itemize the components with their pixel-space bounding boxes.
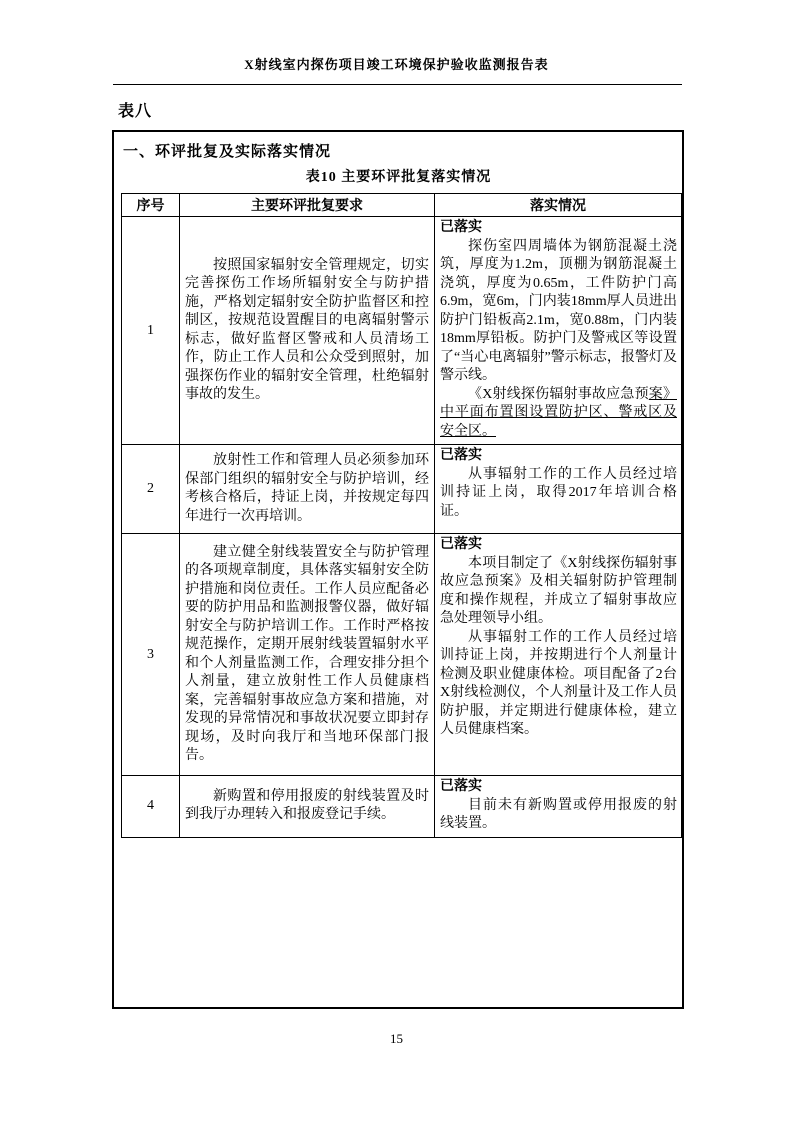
row-status (435, 445, 682, 534)
status-label: 已落实 (440, 220, 482, 235)
status-paragraph: 探伤室四周墙体为钢筋混凝土浇筑，厚度为1.2m，顶棚为钢筋混凝土浇筑，厚度为0.65m，工件防护门高6.9m，宽6m，门内装18mm厚人员进出防护门铅板高2.1m，宽0.88m，门内装18mm厚铅板。防护门及警戒区等设置了“当心电离辐射”警示标志，报警灯及警示线。 (440, 238, 677, 383)
status-paragraph (440, 386, 677, 442)
status-text-underlined: 案》中平面布置图设置防护区、警戒区及安全区。 (440, 386, 677, 439)
row-requirement (180, 534, 435, 776)
table-header-row (122, 194, 682, 217)
row-seq: 4 (122, 776, 180, 838)
table-row (122, 534, 682, 776)
status-paragraph: 从事辐射工作的工作人员经过培训持证上岗，并按期进行个人剂量计检测及职业健康体检。项目配备了2台X射线检测仪，个人剂量计及工作人员防护服，并定期进行健康体检，建立人员健康档案。 (440, 629, 677, 737)
column-header-seq: 序号 (122, 194, 180, 217)
section-heading: 一、环评批复及实际落实情况 (123, 144, 332, 160)
status-paragraph: 本项目制定了《X射线探伤辐射事故应急预案》及相关辐射防护管理制度和操作规程，并成立了辐射事故应急处理领导小组。 (440, 555, 677, 626)
row-status (435, 217, 682, 445)
page-number: 15 (390, 1031, 403, 1046)
status-label: 已落实 (440, 448, 482, 463)
table-row (122, 445, 682, 534)
column-header-status: 落实情况 (435, 194, 682, 217)
header-divider (113, 84, 682, 85)
table-row (122, 217, 682, 445)
table-eight-label: 表八 (118, 103, 153, 120)
row-requirement (180, 776, 435, 838)
requirement-text: 放射性工作和管理人员必须参加环保部门组织的辐射安全与防护培训，经考核合格后，持证上岗，并按规定每四年进行一次再培训。 (185, 453, 429, 524)
row-requirement (180, 445, 435, 534)
column-header-requirement: 主要环评批复要求 (180, 194, 435, 217)
status-paragraph: 从事辐射工作的工作人员经过培训持证上岗，取得2017年培训合格证。 (440, 466, 677, 519)
row-status (435, 776, 682, 838)
requirement-text: 新购置和停用报废的射线装置及时到我厅办理转入和报废登记手续。 (185, 788, 429, 823)
status-text-normal: 《X射线探伤辐射事故应急预 (468, 386, 649, 402)
row-seq: 1 (122, 217, 180, 445)
approval-implementation-table (121, 193, 682, 838)
status-paragraph: 目前未有新购置或停用报废的射线装置。 (440, 797, 677, 831)
table-row (122, 776, 682, 838)
row-status (435, 534, 682, 776)
requirement-text: 建立健全射线装置安全与防护管理的各项规章制度，具体落实辐射安全防护措施和岗位责任。工作人员应配备必要的防护用品和监测报警仪器，做好辐射安全与防护培训工作。工作时严格按规范操作，定期开展射线装置辐射水平和个人剂量监测工作，合理安排分担个人剂量，建立放射性工作人员健康档案，完善辐射事故应急方案和措施，对发现的异常情况和事故状况要立即封存现场，及时向我厅和当地环保部门报告。 (185, 544, 429, 763)
status-label: 已落实 (440, 779, 482, 794)
row-seq: 3 (122, 534, 180, 776)
content-box (112, 130, 684, 1009)
document-header-title: X射线室内探伤项目竣工环境保护验收监测报告表 (244, 57, 549, 72)
requirement-text: 按照国家辐射安全管理规定，切实完善探伤工作场所辐射安全与防护措施，严格划定辐射安全防护监督区和控制区，按规范设置醒目的电离辐射警示标志，做好监督区警戒和人员清场工作，防止工作人员和公众受到照射，加强探伤作业的辐射安全管理，杜绝辐射事故的发生。 (185, 257, 429, 402)
table-title: 表10 主要环评批复落实情况 (305, 170, 492, 185)
row-requirement (180, 217, 435, 445)
status-label: 已落实 (440, 537, 482, 552)
row-seq: 2 (122, 445, 180, 534)
